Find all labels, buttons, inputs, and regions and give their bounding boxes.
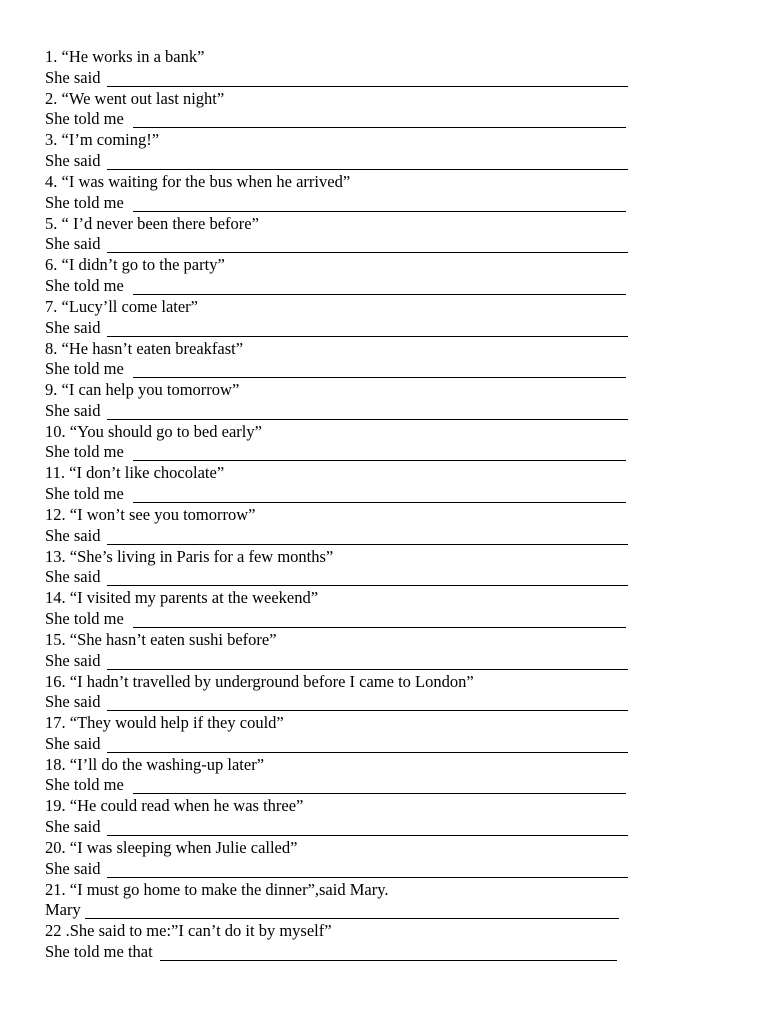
question-20-answer-line[interactable]	[107, 877, 628, 878]
question-5-answer-label: She said	[45, 234, 105, 253]
question-6-answer-label: She told me	[45, 276, 128, 295]
question-20-prompt: 20. “I was sleeping when Julie called”	[45, 838, 298, 857]
question-13-answer-line[interactable]	[107, 585, 628, 586]
question-22-answer-line[interactable]	[160, 960, 617, 961]
question-11-prompt: 11. “I don’t like chocolate”	[45, 463, 225, 482]
question-18-prompt: 18. “I’ll do the washing-up later”	[45, 755, 265, 774]
question-5-answer-line[interactable]	[107, 252, 628, 253]
question-1-answer-line[interactable]	[107, 86, 628, 87]
question-7-answer-line[interactable]	[107, 336, 628, 337]
question-1-answer-label: She said	[45, 68, 105, 87]
question-16-prompt: 16. “I hadn’t travelled by underground before I came to London”	[45, 672, 474, 691]
question-2-answer-line[interactable]	[133, 127, 626, 128]
question-19-answer-line[interactable]	[107, 835, 628, 836]
question-18-answer-label: She told me	[45, 775, 128, 794]
question-15-prompt: 15. “She hasn’t eaten sushi before”	[45, 630, 277, 649]
question-14-answer-label: She told me	[45, 609, 128, 628]
question-15-answer-label: She said	[45, 651, 105, 670]
question-14-prompt: 14. “I visited my parents at the weekend”	[45, 588, 319, 607]
question-14-answer-line[interactable]	[133, 627, 626, 628]
question-12-answer-line[interactable]	[107, 544, 628, 545]
question-9-answer-label: She said	[45, 401, 105, 420]
question-21-prompt: 21. “I must go home to make the dinner”,said Mary.	[45, 880, 389, 899]
question-10-prompt: 10. “You should go to bed early”	[45, 422, 262, 441]
question-4-prompt: 4. “I was waiting for the bus when he arrived”	[45, 172, 351, 191]
question-2-answer-label: She told me	[45, 109, 128, 128]
question-8-answer-line[interactable]	[133, 377, 626, 378]
question-6-answer-line[interactable]	[133, 294, 626, 295]
question-5-prompt: 5. “ I’d never been there before”	[45, 214, 259, 233]
question-4-answer-line[interactable]	[133, 211, 626, 212]
question-16-answer-label: She said	[45, 692, 105, 711]
question-12-answer-label: She said	[45, 526, 105, 545]
question-13-prompt: 13. “She’s living in Paris for a few months”	[45, 547, 334, 566]
question-17-answer-line[interactable]	[107, 752, 628, 753]
question-18-answer-line[interactable]	[133, 793, 626, 794]
question-16-answer-line[interactable]	[107, 710, 628, 711]
question-3-answer-line[interactable]	[107, 169, 628, 170]
question-17-answer-label: She said	[45, 734, 105, 753]
question-19-answer-label: She said	[45, 817, 105, 836]
question-3-answer-label: She said	[45, 151, 105, 170]
question-7-prompt: 7. “Lucy’ll come later”	[45, 297, 199, 316]
question-10-answer-line[interactable]	[133, 460, 626, 461]
question-4-answer-label: She told me	[45, 193, 128, 212]
question-9-answer-line[interactable]	[107, 419, 628, 420]
question-21-answer-label: Mary	[45, 900, 81, 919]
question-22-prompt: 22 .She said to me:”I can’t do it by myself”	[45, 921, 332, 940]
question-13-answer-label: She said	[45, 567, 105, 586]
question-10-answer-label: She told me	[45, 442, 128, 461]
question-15-answer-line[interactable]	[107, 669, 628, 670]
question-11-answer-line[interactable]	[133, 502, 626, 503]
question-7-answer-label: She said	[45, 318, 105, 337]
question-20-answer-label: She said	[45, 859, 105, 878]
question-2-prompt: 2. “We went out last night”	[45, 89, 225, 108]
question-3-prompt: 3. “I’m coming!”	[45, 130, 160, 149]
question-17-prompt: 17. “They would help if they could”	[45, 713, 284, 732]
question-8-answer-label: She told me	[45, 359, 128, 378]
question-1-prompt: 1. “He works in a bank”	[45, 47, 205, 66]
question-19-prompt: 19. “He could read when he was three”	[45, 796, 304, 815]
question-8-prompt: 8. “He hasn’t eaten breakfast”	[45, 339, 244, 358]
question-6-prompt: 6. “I didn’t go to the party”	[45, 255, 225, 274]
question-9-prompt: 9. “I can help you tomorrow”	[45, 380, 240, 399]
question-22-answer-label: She told me that	[45, 942, 153, 961]
question-12-prompt: 12. “I won’t see you tomorrow”	[45, 505, 256, 524]
question-11-answer-label: She told me	[45, 484, 128, 503]
question-21-answer-line[interactable]	[85, 918, 619, 919]
